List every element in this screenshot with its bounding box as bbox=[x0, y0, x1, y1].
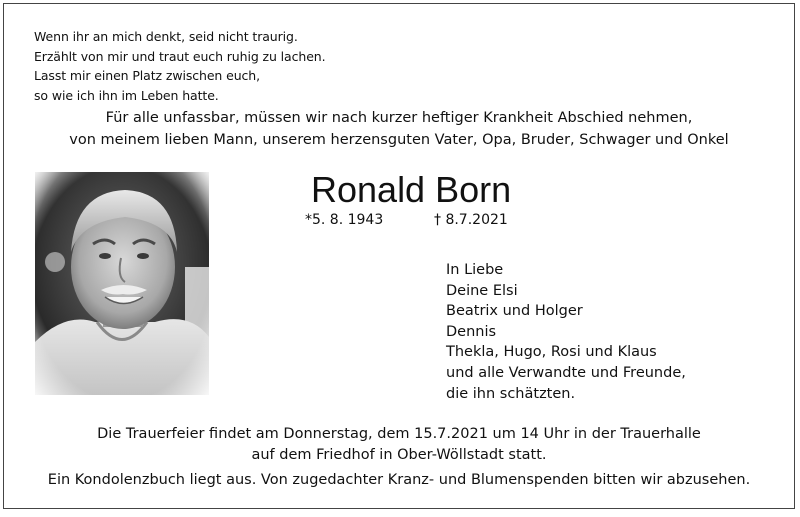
mourner-line: Thekla, Hugo, Rosi und Klaus bbox=[446, 344, 657, 361]
intro-line: von meinem lieben Mann, unserem herzensguten Vater, Opa, Bruder, Schwager und Onkel bbox=[69, 132, 729, 148]
mourner-line: und alle Verwandte und Freunde, bbox=[446, 364, 686, 381]
portrait-photo bbox=[35, 172, 209, 395]
poem-line: so wie ich ihn im Leben hatte. bbox=[34, 87, 219, 103]
funeral-info-line: auf dem Friedhof in Ober-Wöllstadt statt. bbox=[251, 447, 547, 463]
funeral-info-line: Die Trauerfeier findet am Donnerstag, dem 15.7.2021 um 14 Uhr in der Trauerhalle bbox=[97, 426, 701, 442]
condolence-note: Ein Kondolenzbuch liegt aus. Von zugedachter Kranz- und Blumenspenden bitten wir abzusehen. bbox=[47, 472, 751, 488]
poem-line: Wenn ihr an mich denkt, seid nicht traurig. bbox=[34, 29, 298, 44]
poem bbox=[34, 27, 326, 105]
mourner-line: Beatrix und Holger bbox=[446, 303, 583, 320]
poem-line: Erzählt von mir und traut euch ruhig zu lachen. bbox=[34, 48, 326, 64]
deceased-name: Ronald Born bbox=[311, 169, 512, 210]
mourner-line: In Liebe bbox=[446, 262, 504, 278]
mourner-line: Deine Elsi bbox=[446, 282, 518, 299]
mourner-line: Dennis bbox=[446, 323, 497, 340]
obituary-notice bbox=[3, 3, 795, 509]
mourner-line: die ihn schätzten. bbox=[446, 385, 576, 402]
intro-line: Für alle unfassbar, müssen wir nach kurzer heftiger Krankheit Abschied nehmen, bbox=[105, 110, 693, 126]
death-date: † 8.7.2021 bbox=[434, 212, 508, 228]
birth-date: *5. 8. 1943 bbox=[305, 212, 384, 228]
poem-line: Lasst mir einen Platz zwischen euch, bbox=[34, 68, 260, 83]
intro-text bbox=[4, 107, 794, 151]
closing-text bbox=[4, 424, 794, 491]
mourners-list bbox=[446, 260, 686, 404]
